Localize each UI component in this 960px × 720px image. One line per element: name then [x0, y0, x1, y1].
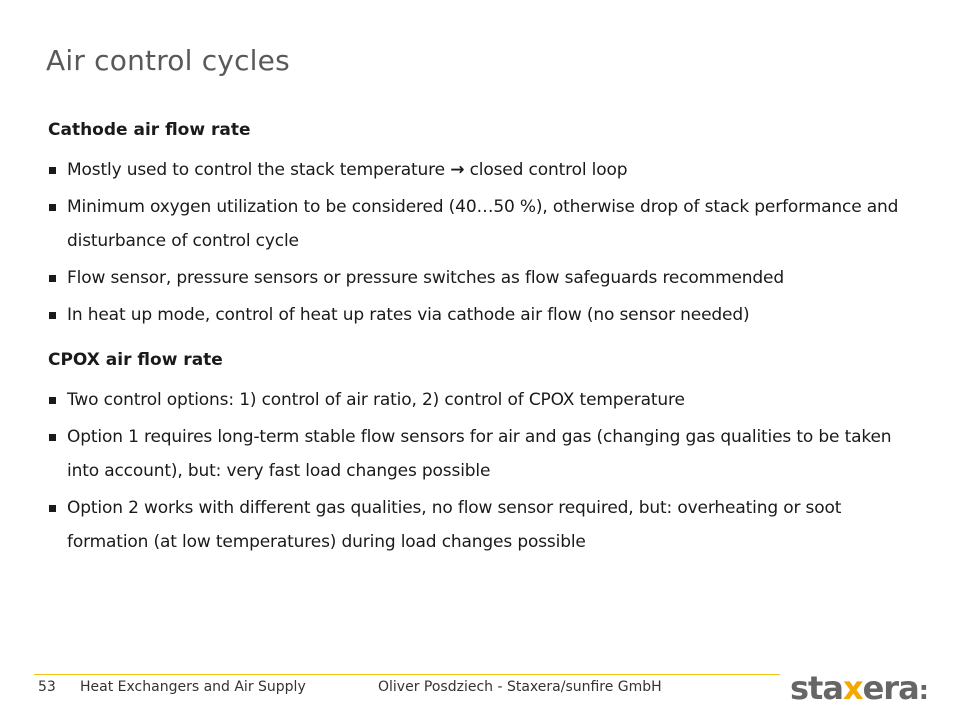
slide-content: [48, 120, 908, 562]
bullet-square-icon: [49, 312, 56, 319]
bullet-item: Two control options: 1) control of air ratio, 2) control of CPOX temperature: [48, 383, 908, 417]
footer-section-title: Heat Exchangers and Air Supply: [80, 679, 306, 695]
page-number: 53: [38, 679, 56, 695]
bullet-list-cathode: [48, 153, 908, 332]
section-heading-cpox: CPOX air flow rate: [48, 350, 223, 370]
bullet-square-icon: [49, 434, 56, 441]
bullet-square-icon: [49, 204, 56, 211]
bullet-square-icon: [49, 397, 56, 404]
bullet-item: Option 2 works with different gas qualities, no flow sensor required, but: overheating or soot formation (at low temperatures) during load changes possible: [48, 491, 908, 559]
bullet-item: Mostly used to control the stack temperature → closed control loop: [48, 153, 908, 187]
slide-title: Air control cycles: [46, 44, 290, 77]
arrow-right-icon: →: [450, 160, 465, 180]
footer-author: Oliver Posdziech - Staxera/sunfire GmbH: [378, 679, 662, 695]
section-heading-cathode: Cathode air flow rate: [48, 120, 251, 140]
bullet-square-icon: [49, 167, 56, 174]
section-cpox: [48, 350, 908, 559]
bullet-item: Flow sensor, pressure sensors or pressure switches as flow safeguards recommended: [48, 261, 908, 295]
staxera-logo: staxera:: [790, 669, 929, 707]
footer-divider: [34, 674, 780, 675]
bullet-item: Minimum oxygen utilization to be considered (40…50 %), otherwise drop of stack performance and disturbance of control cycle: [48, 190, 908, 258]
section-cathode: [48, 120, 908, 332]
bullet-list-cpox: [48, 383, 908, 559]
bullet-square-icon: [49, 275, 56, 282]
bullet-square-icon: [49, 505, 56, 512]
bullet-item: In heat up mode, control of heat up rates via cathode air flow (no sensor needed): [48, 298, 908, 332]
bullet-item: Option 1 requires long-term stable flow sensors for air and gas (changing gas qualities to be taken into account), but: very fast load changes possible: [48, 420, 908, 488]
